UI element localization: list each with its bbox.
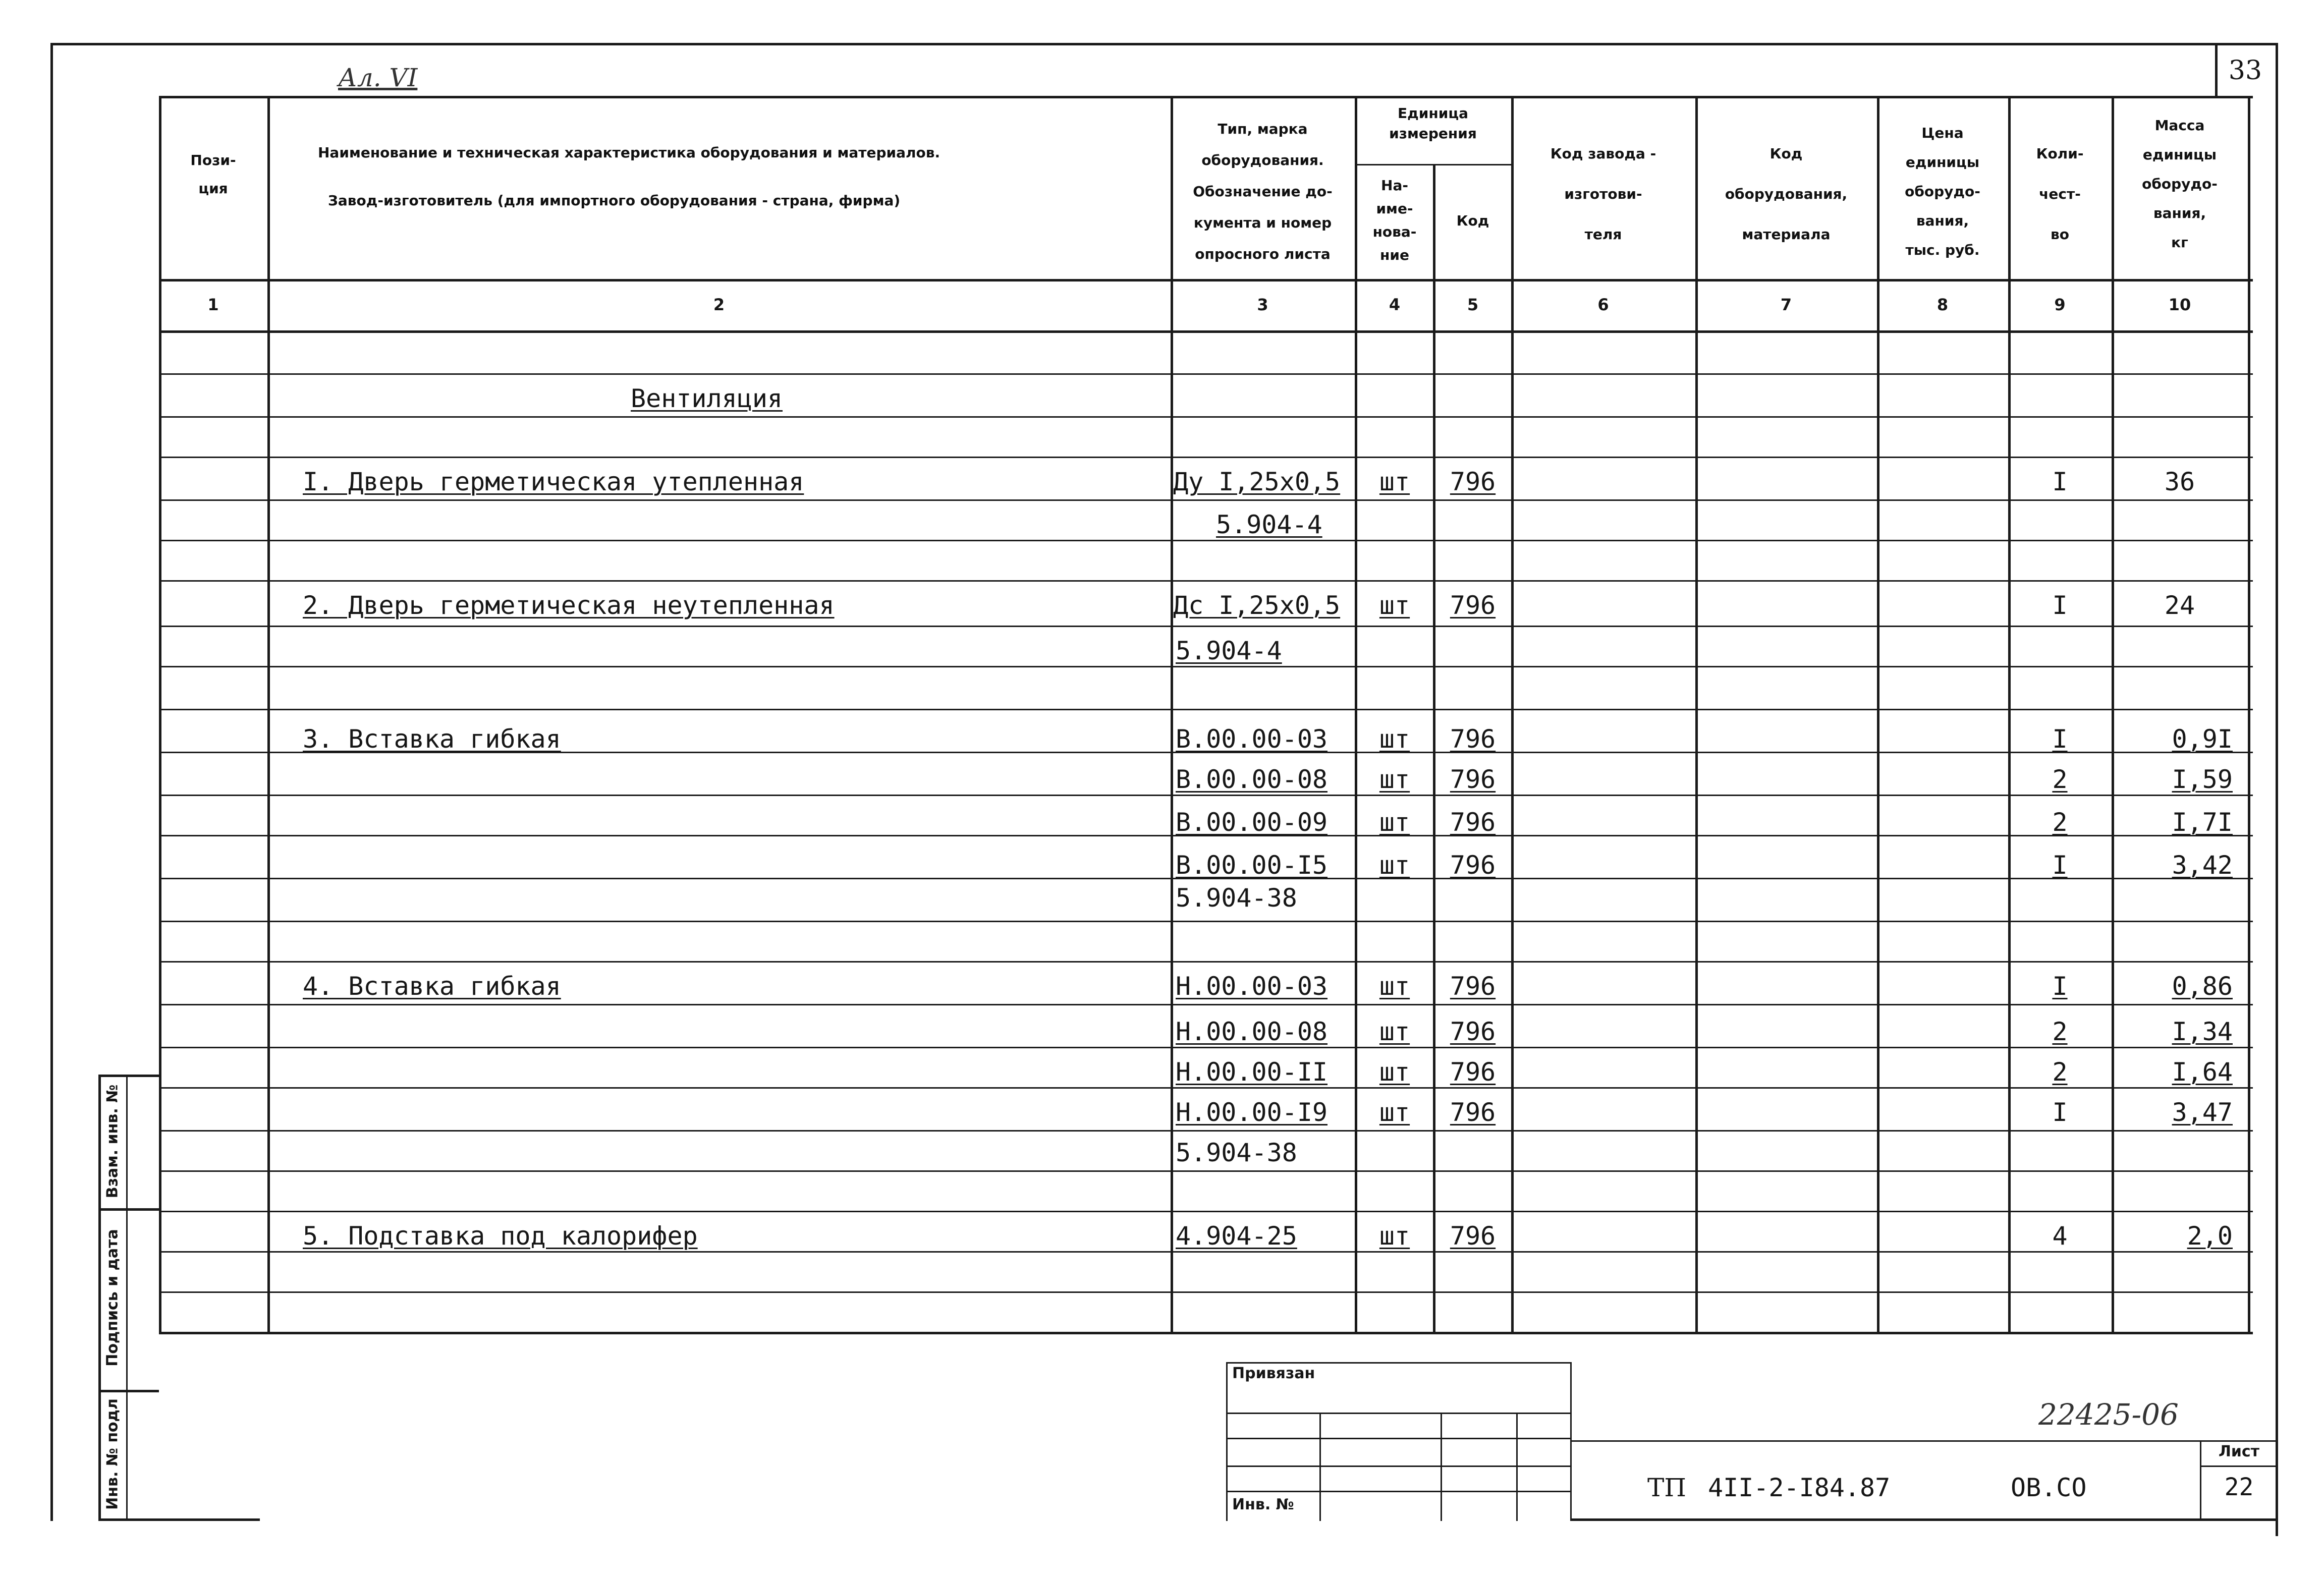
row-2-name: 2. Дверь герметическая неутепленная [303, 591, 835, 620]
col-line-10 [2248, 96, 2250, 1332]
row-4b-type: Н.00.00-08 [1176, 1017, 1328, 1046]
sheet-label: Ал. VI [338, 63, 418, 92]
header-factory: Код завода - изготови- теля [1550, 145, 1656, 243]
section-title: Вентиляция [631, 384, 783, 413]
colnum-2: 2 [713, 295, 725, 314]
header-pos: Пози- ция [190, 152, 236, 197]
row-1-type: Ду I,25х0,5 [1173, 467, 1341, 496]
row-1b-type: 5.904-4 [1216, 510, 1322, 539]
row-3b-type: В.00.00-08 [1176, 765, 1328, 794]
frame-left [50, 43, 53, 1521]
row-3d-type: В.00.00-I5 [1176, 851, 1328, 880]
row-3c-qty: 2 [2052, 808, 2068, 837]
row-2-type: Дс I,25х0,5 [1173, 591, 1341, 620]
colnum-8: 8 [1936, 295, 1949, 314]
colnum-7: 7 [1780, 295, 1792, 314]
page-number: 33 [2228, 55, 2262, 86]
header-bottom [159, 279, 2253, 281]
row-3c-type: В.00.00-09 [1176, 808, 1328, 837]
side-stamp-inner [126, 1075, 128, 1521]
row-2b-type: 5.904-4 [1176, 636, 1282, 665]
project-label: ТП [1647, 1473, 1686, 1502]
row-3a-unit: шт [1379, 724, 1410, 754]
header-mass: Масса единицы оборудо- вания, кг [2142, 117, 2218, 251]
colnum-1: 1 [207, 295, 219, 314]
list-box-mid [2200, 1465, 2276, 1467]
side-inv-label: Инв. № подл [103, 1398, 122, 1510]
row-5-unit: шт [1379, 1221, 1410, 1251]
row-4a-unit: шт [1379, 972, 1410, 1001]
row-1-mass: 36 [2164, 467, 2195, 496]
colnum-9: 9 [2054, 295, 2066, 314]
row-2-unit: шт [1379, 591, 1410, 620]
row-5-mass: 2,0 [2187, 1221, 2233, 1251]
row-4-name: 4. Вставка гибкая [303, 972, 561, 1001]
header-equip: Код оборудования, материала [1725, 145, 1848, 243]
doc-number: 22425-06 [2038, 1397, 2179, 1432]
row-4a-mass: 0,86 [2172, 972, 2233, 1001]
col-line-8 [2008, 96, 2011, 1332]
row-4b-qty: 2 [2052, 1017, 2068, 1046]
title-block-top [1572, 1440, 2278, 1442]
side-vzam-label: Взам. инв. № [103, 1084, 122, 1199]
row-4e-type: 5.904-38 [1176, 1138, 1297, 1167]
row-1-code: 796 [1450, 467, 1496, 496]
colnum-10: 10 [2168, 295, 2191, 314]
header-name-2: Завод-изготовитель (для импортного оборудования - страна, фирма) [328, 192, 901, 209]
row-4a-code: 796 [1450, 972, 1496, 1001]
row-4c-code: 796 [1450, 1057, 1496, 1087]
row-4a-qty: I [2052, 972, 2068, 1001]
header-qty: Коли- чест- во [2036, 145, 2084, 243]
row-4c-qty: 2 [2052, 1057, 2068, 1087]
row-1-name: I. Дверь герметическая утепленная [303, 467, 804, 496]
inv-no-label: Инв. № [1232, 1496, 1294, 1513]
colnum-3: 3 [1257, 295, 1268, 314]
row-3b-unit: шт [1379, 765, 1410, 794]
frame-right [2276, 43, 2278, 1536]
col-line-7 [1877, 96, 1879, 1332]
row-3a-mass: 0,9I [2172, 724, 2233, 754]
row-4d-qty: I [2052, 1098, 2068, 1127]
col-line-2 [1171, 96, 1173, 1332]
list-box-left [2200, 1440, 2201, 1521]
header-name-1: Наименование и техническая характеристика оборудования и материалов. [318, 144, 940, 161]
row-5-name: 5. Подставка под калорифер [303, 1221, 698, 1251]
row-3a-type: В.00.00-03 [1176, 724, 1328, 754]
title-block-bottom [1572, 1518, 2278, 1521]
col-line-1 [267, 96, 270, 1332]
row-4c-unit: шт [1379, 1057, 1410, 1087]
row-2-mass: 24 [2164, 591, 2195, 620]
header-price: Цена единицы оборудо- вания, тыс. руб. [1905, 125, 1980, 258]
row-3b-mass: I,59 [2172, 765, 2233, 794]
row-3d-unit: шт [1379, 851, 1410, 880]
row-3c-mass: I,7I [2172, 808, 2233, 837]
side-podpis-label: Подпись и дата [103, 1229, 122, 1367]
privyazan-label: Привязан [1232, 1365, 1315, 1382]
project-code: 4II-2-I84.87 [1708, 1473, 1891, 1502]
row-4b-code: 796 [1450, 1017, 1496, 1046]
row-3-name: 3. Вставка гибкая [303, 724, 561, 754]
list-box-top [2200, 1440, 2276, 1442]
colnum-bottom [159, 330, 2253, 333]
colnum-6: 6 [1597, 295, 1609, 314]
row-3b-qty: 2 [2052, 765, 2068, 794]
header-unit-code: Код [1456, 212, 1489, 229]
col-line-6 [1695, 96, 1698, 1332]
row-3c-code: 796 [1450, 808, 1496, 837]
row-5-qty: 4 [2052, 1221, 2068, 1251]
page-box-left [2215, 43, 2218, 98]
row-5-type: 4.904-25 [1176, 1221, 1297, 1251]
row-4c-type: Н.00.00-II [1176, 1057, 1328, 1087]
header-unit-name: На- име- нова- ние [1372, 177, 1417, 263]
row-4d-unit: шт [1379, 1098, 1410, 1127]
col-line-5 [1511, 96, 1514, 1332]
side-stamp-top [98, 1075, 159, 1077]
header-unit: Единица измерения [1389, 105, 1477, 142]
col-line-0 [159, 96, 161, 1332]
header-type: Тип, марка оборудования. Обозначение до- кумента и номер опросного листа [1193, 121, 1333, 262]
row-3c-unit: шт [1379, 808, 1410, 837]
row-4a-type: Н.00.00-03 [1176, 972, 1328, 1001]
row-4c-mass: I,64 [2172, 1057, 2233, 1087]
row-4b-mass: I,34 [2172, 1017, 2233, 1046]
list-number: 22 [2224, 1473, 2254, 1501]
row-3d-code: 796 [1450, 851, 1496, 880]
row-4d-mass: 3,47 [2172, 1098, 2233, 1127]
section-code: ОВ.СО [2011, 1473, 2087, 1502]
row-3d-mass: 3,42 [2172, 851, 2233, 880]
row-3e-type: 5.904-38 [1176, 883, 1297, 913]
col-line-9 [2112, 96, 2114, 1332]
row-4d-type: Н.00.00-I9 [1176, 1098, 1328, 1127]
row-3d-qty: I [2052, 851, 2068, 880]
row-3a-code: 796 [1450, 724, 1496, 754]
row-2-qty: I [2052, 591, 2068, 620]
row-4b-unit: шт [1379, 1017, 1410, 1046]
row-1-unit: шт [1379, 467, 1410, 496]
row-2-code: 796 [1450, 591, 1496, 620]
row-1-qty: I [2052, 467, 2068, 496]
row-3a-qty: I [2052, 724, 2068, 754]
colnum-4: 4 [1389, 295, 1401, 314]
side-stamp-left [98, 1075, 101, 1521]
colnum-5: 5 [1467, 295, 1479, 314]
row-4d-code: 796 [1450, 1098, 1496, 1127]
col-line-3 [1355, 96, 1357, 1332]
row-3b-code: 796 [1450, 765, 1496, 794]
list-label: Лист [2218, 1443, 2260, 1460]
frame-top [50, 43, 2278, 45]
table-top [159, 96, 2253, 98]
side-stamp-bottom [98, 1518, 260, 1521]
side-stamp-div-1 [98, 1208, 159, 1211]
row-5-code: 796 [1450, 1221, 1496, 1251]
